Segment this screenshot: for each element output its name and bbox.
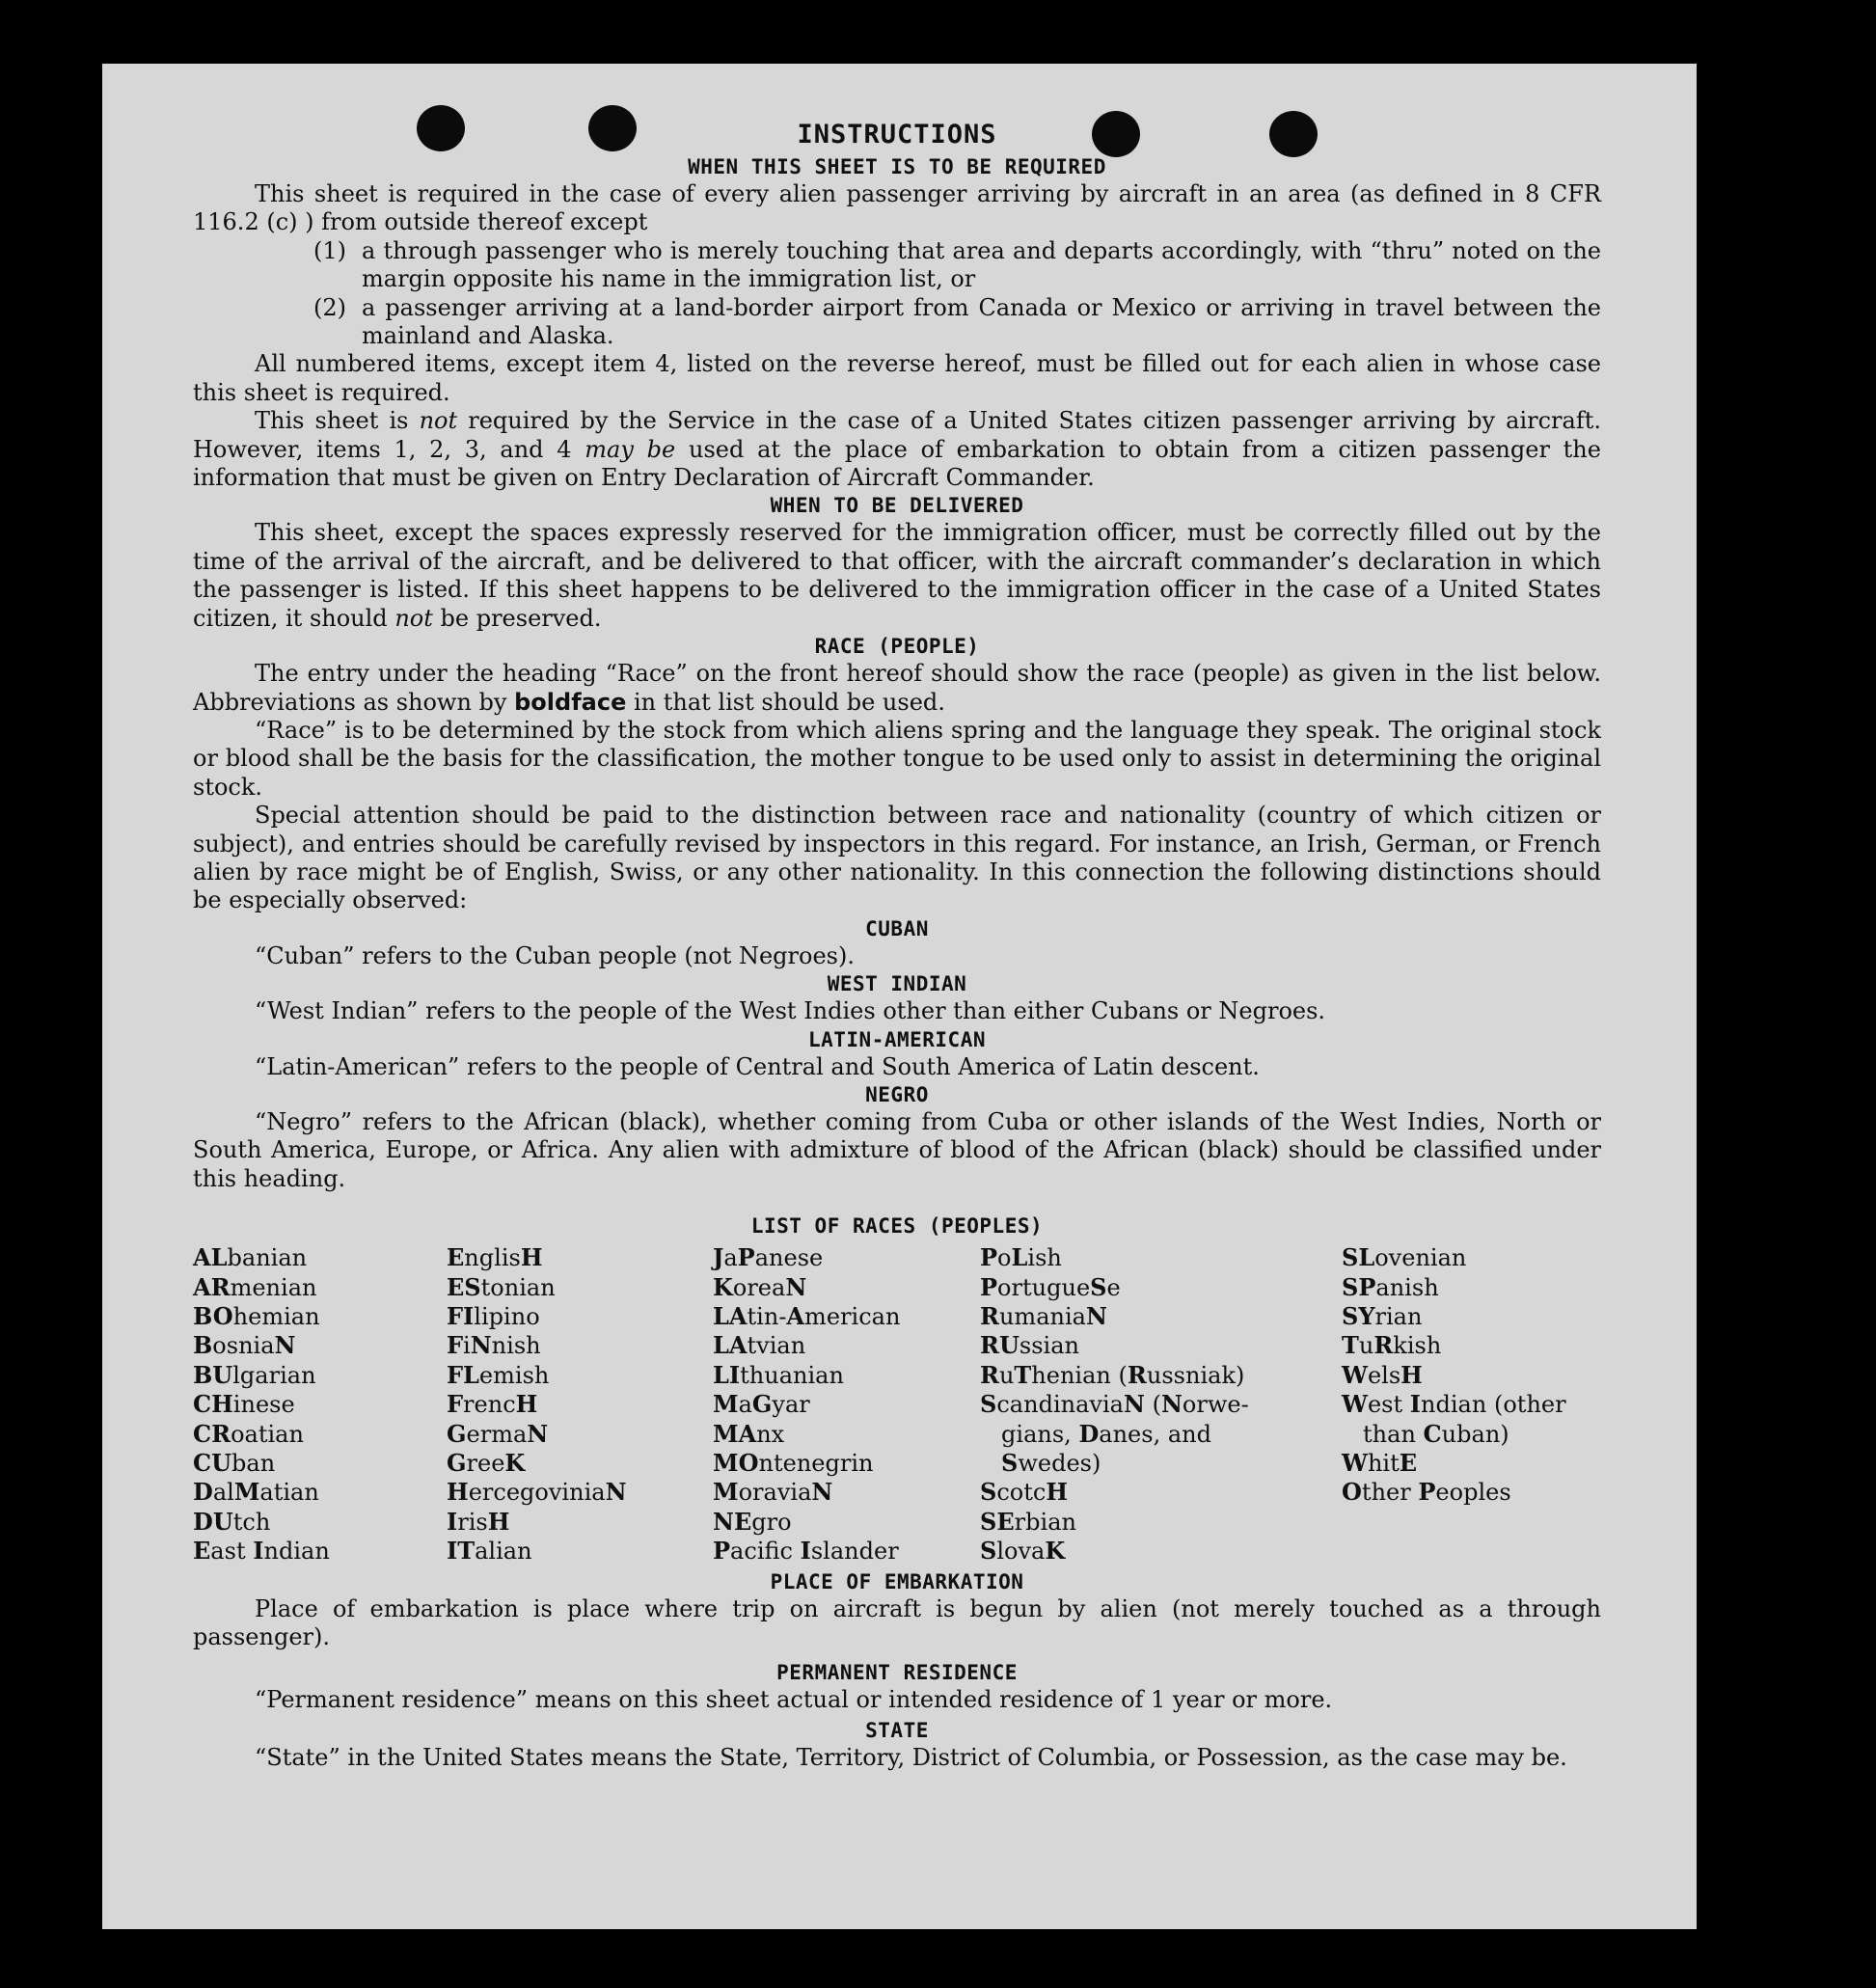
section-heading-embarkation: PLACE OF EMBARKATION [770, 1569, 1024, 1593]
race-entry: SErbian [980, 1507, 1076, 1536]
race-entry: FLemish [447, 1360, 550, 1389]
instructions-content [193, 118, 1601, 1772]
race-entry: IrisH [447, 1507, 510, 1536]
race-entry: than Cuban) [1363, 1419, 1509, 1448]
race-entry: gians, Danes, and [1001, 1419, 1212, 1448]
required-paragraph-2: All numbered items, except item 4, listed on the reverse hereof, must be filled out for each alien in whose case this sheet is required. [193, 350, 1601, 406]
race-entry: WhitE [1342, 1449, 1418, 1478]
race-entry: FrencH [447, 1390, 538, 1419]
race-entry: CRoatian [193, 1419, 304, 1448]
section-heading-required: WHEN THIS SHEET IS TO BE REQUIRED [688, 155, 1106, 178]
race-entry: BosniaN [193, 1331, 296, 1360]
race-entry: EStonian [447, 1272, 556, 1301]
section-heading-cuban: CUBAN [865, 916, 929, 940]
exception-item-2: (2) a passenger arriving at a land-border airport from Canada or Mexico or arriving in travel between the mainland and Alaska. [313, 293, 1601, 350]
race-entry: FiNnish [447, 1331, 541, 1360]
race-entry: TuRkish [1342, 1331, 1442, 1360]
race-entry: JaPanese [713, 1243, 824, 1272]
race-entry: East Indian [193, 1537, 330, 1566]
race-entry: West Indian (other [1342, 1390, 1566, 1419]
race-entry: MaGyar [713, 1390, 810, 1419]
race-entry: KoreaN [713, 1272, 807, 1301]
cuban-definition: “Cuban” refers to the Cuban people (not Negroes). [255, 941, 855, 969]
document-sheet [102, 64, 1697, 1929]
race-entry: FIlipino [447, 1302, 540, 1330]
section-heading-race: RACE (PEOPLE) [814, 635, 980, 659]
race-entry: DUtch [193, 1507, 271, 1536]
race-entry: RUssian [980, 1331, 1080, 1360]
race-entry: GreeK [447, 1449, 526, 1478]
race-paragraph-2: “Race” is to be determined by the stock from which aliens spring and the language they speak. The original stock or blood shall be the basis for the classification, the mother tongue to be used only to assist in determining the original stock. [193, 716, 1601, 801]
race-entry: LAtvian [713, 1331, 806, 1360]
race-entry: Swedes) [1001, 1449, 1101, 1478]
race-entry: EnglisH [447, 1243, 543, 1272]
state-definition: “State” in the United States means the State, Territory, District of Columbia, or Possession, as the case may be. [255, 1743, 1567, 1771]
section-heading-negro: NEGRO [865, 1082, 929, 1106]
exception-item-1: (1) a through passenger who is merely touching that area and departs accordingly, with “thru” noted on the margin opposite his name in the immigration list, or [313, 236, 1601, 293]
race-entry: Pacifc Islander [713, 1537, 899, 1566]
race-entry: CHinese [193, 1390, 295, 1419]
race-entry: RumaniaN [980, 1302, 1107, 1330]
page-title: INSTRUCTIONS [797, 120, 997, 150]
races-column-1 [193, 1243, 447, 1566]
race-entry: SYrian [1342, 1302, 1423, 1330]
race-entry: ScandinaviaN (Norwe- [980, 1390, 1249, 1419]
embarkation-definition: Place of embarkation is place where trip on aircraft is begun by alien (not merely touched as a through passenger). [193, 1594, 1601, 1651]
race-entry: MAnx [713, 1419, 785, 1448]
race-paragraph-3: Special attention should be paid to the distinction between race and nationality (country of which citizen or subject), and entries should be carefully revised by inspectors in this regard. For instance, an Irish, German, or French alien by race might be of English, Swiss, or any other nationality. In this connection the following distinctions should be especially observed: [193, 802, 1601, 914]
latin-american-definition: “Latin-American” refers to the people of Central and South America of Latin descent. [255, 1052, 1260, 1080]
race-entry: SPanish [1342, 1272, 1439, 1301]
race-entry: CUban [193, 1449, 276, 1478]
race-entry: SLovenian [1342, 1243, 1467, 1272]
section-heading-latin-american: LATIN-AMERICAN [807, 1027, 986, 1051]
race-entry: LAtin-American [713, 1302, 901, 1330]
race-entry: ScotcH [980, 1478, 1069, 1507]
race-entry: ITalian [447, 1537, 532, 1566]
residence-definition: “Permanent residence” means on this sheet actual or intended residence of 1 year or more. [255, 1686, 1333, 1714]
race-paragraph-1: The entry under the heading “Race” on the front hereof should show the race (people) as given in the list below. Abbreviations as shown by boldface in that list should be used. [193, 660, 1601, 716]
required-paragraph-1: This sheet is required in the case of every alien passenger arriving by aircraft in an area (as defined in 8 CFR 116.2 (c) ) from outside thereof except [193, 180, 1601, 236]
race-entry: HercegoviniaN [447, 1478, 627, 1507]
section-heading-state: STATE [865, 1718, 929, 1742]
race-entry: WelsH [1342, 1360, 1423, 1389]
race-entry: ALbanian [193, 1243, 308, 1272]
race-entry: MoraviaN [713, 1478, 833, 1507]
races-column-3 [713, 1243, 980, 1566]
list-of-races-heading: LIST OF RACES (PEOPLES) [750, 1214, 1044, 1239]
races-column-4 [980, 1243, 1342, 1566]
section-heading-west-indian: WEST INDIAN [827, 972, 967, 996]
race-entry: DalMatian [193, 1478, 319, 1507]
required-paragraph-3: This sheet is not required by the Service in the case of a United States citizen passenger arriving by aircraft. However, items 1, 2, 3, and 4 may be used at the place of embarkation to obtain from a citizen passenger the information that must be given on Entry Declaration of Aircraft Commander. [193, 407, 1601, 492]
race-entry: LIthuanian [713, 1360, 844, 1389]
race-entry: RuThenian (Russniak) [980, 1360, 1245, 1389]
section-heading-delivered: WHEN TO BE DELIVERED [770, 494, 1024, 518]
race-entry: SlovaK [980, 1537, 1066, 1566]
exception-list [313, 237, 1601, 351]
race-entry: BOhemian [193, 1302, 320, 1330]
race-entry: Other Peoples [1342, 1478, 1511, 1507]
section-heading-residence: PERMANENT RESIDENCE [776, 1661, 1018, 1685]
race-entry: NEgro [713, 1507, 792, 1536]
delivered-paragraph: This sheet, except the spaces expressly reserved for the immigration officer, must be correctly filled out by the time of the arrival of the aircraft, and be delivered to that officer, with the aircraft commander’s declaration in which the passenger is listed. If this sheet happens to be delivered to the immigration officer in the case of a United States citizen, it should not be preserved. [193, 519, 1601, 632]
race-entry: ARmenian [193, 1272, 317, 1301]
race-entry: PortugueSe [980, 1272, 1121, 1301]
negro-definition: “Negro” refers to the African (black), whether coming from Cuba or other islands of the West Indies, North or South America, Europe, or Africa. Any alien with admixture of blood of the African (black) should be classified under this heading. [193, 1107, 1601, 1192]
race-entry: MOntenegrin [713, 1449, 874, 1478]
race-entry: GermaN [447, 1419, 549, 1448]
race-entry: BUlgarian [193, 1360, 316, 1389]
races-column-5 [1342, 1243, 1601, 1566]
races-table [193, 1243, 1601, 1566]
races-column-2 [447, 1243, 713, 1566]
west-indian-definition: “West Indian” refers to the people of the West Indies other than either Cubans or Negroes. [255, 997, 1326, 1025]
race-entry: PoLish [980, 1243, 1062, 1272]
